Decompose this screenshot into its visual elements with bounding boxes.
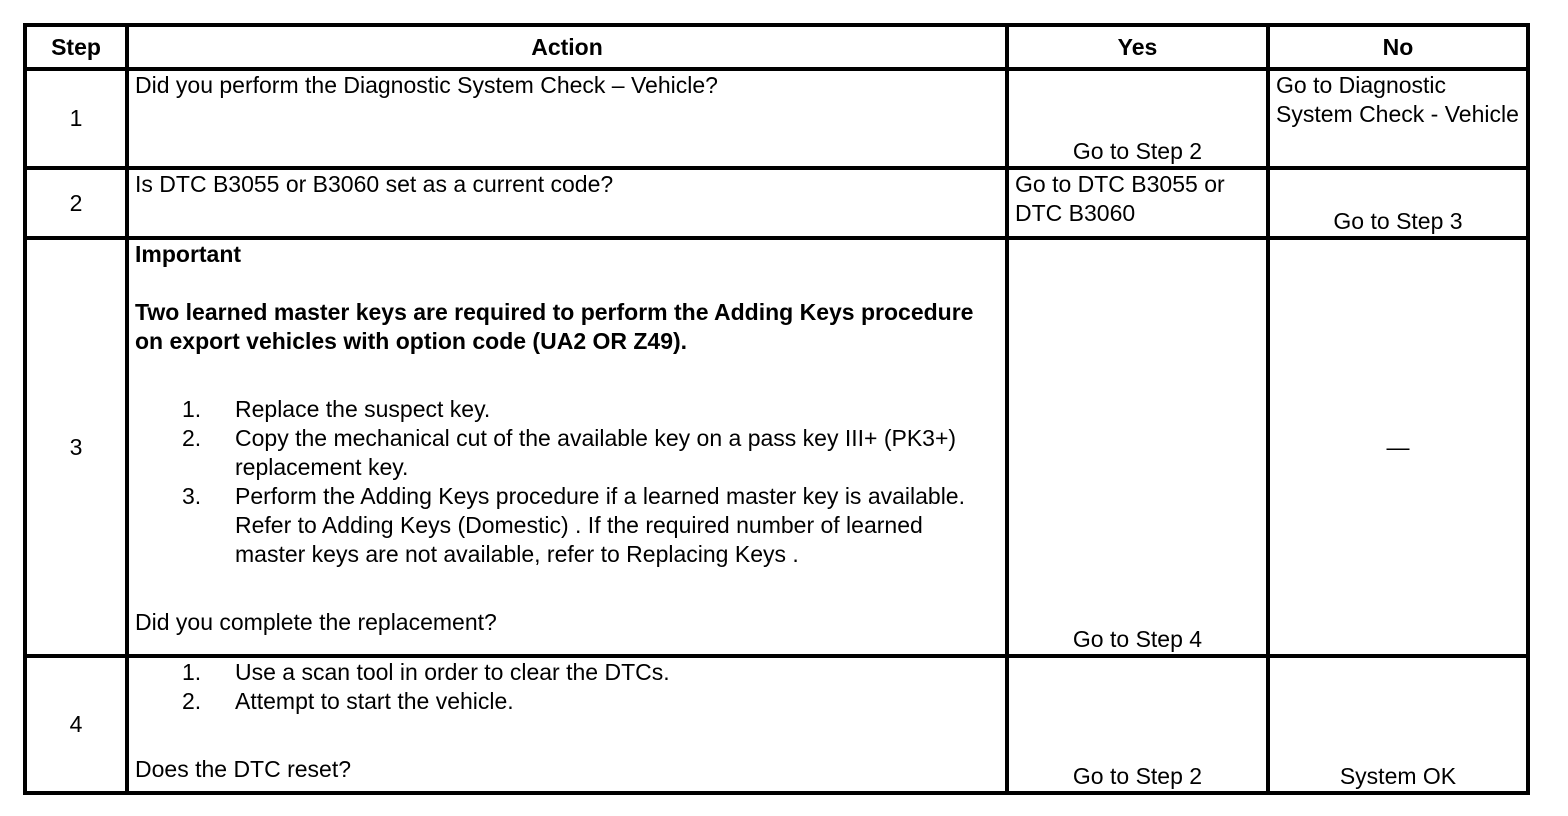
list-item-text: Use a scan tool in order to clear the DTCs. — [235, 659, 670, 685]
action-cell — [127, 238, 1007, 656]
yes-result: Go to Step 2 — [1007, 656, 1268, 793]
diagnostic-table — [23, 23, 1530, 795]
spacer — [135, 716, 999, 755]
action-text: Did you perform the Diagnostic System Check – Vehicle? — [127, 69, 1007, 168]
no-result: Go to Diagnostic System Check - Vehicle — [1268, 69, 1528, 168]
yes-result: Go to DTC B3055 or DTC B3060 — [1007, 168, 1268, 238]
list-item-number: 2. — [182, 688, 202, 714]
header-step: Step — [25, 25, 127, 69]
table-row-step-3 — [25, 238, 1528, 656]
yes-result: Go to Step 4 — [1007, 238, 1268, 656]
action-text: Is DTC B3055 or B3060 set as a current code? — [127, 168, 1007, 238]
header-yes: Yes — [1007, 25, 1268, 69]
list-item-number: 2. — [182, 425, 202, 451]
important-note: Two learned master keys are required to perform the Adding Keys procedure on export vehicles with option code (UA2 OR Z49). — [135, 299, 974, 354]
step-number: 1 — [25, 69, 127, 168]
list-item-text: Perform the Adding Keys procedure if a learned master key is available. Refer to Adding Keys (Domestic) . If the required number of learned master keys are not available, refer to Replacing Keys . — [235, 483, 965, 567]
step-number: 4 — [25, 656, 127, 793]
important-label: Important — [135, 241, 242, 267]
action-cell — [127, 656, 1007, 793]
action-question: Does the DTC reset? — [135, 756, 352, 782]
list-item — [135, 424, 999, 482]
header-no: No — [1268, 25, 1528, 69]
table-row-step-4 — [25, 656, 1528, 793]
no-result: System OK — [1268, 656, 1528, 793]
action-question: Did you complete the replacement? — [135, 609, 497, 635]
procedure-list — [135, 395, 999, 569]
header-row — [25, 25, 1528, 69]
list-item-number: 3. — [182, 483, 202, 509]
no-result: Go to Step 3 — [1268, 168, 1528, 238]
list-item-text: Replace the suspect key. — [235, 396, 491, 422]
spacer — [135, 356, 999, 395]
list-item-number: 1. — [182, 396, 202, 422]
list-item — [135, 395, 999, 424]
table-row-step-2 — [25, 168, 1528, 238]
list-item-text: Attempt to start the vehicle. — [235, 688, 514, 714]
spacer — [135, 569, 999, 608]
yes-result: Go to Step 2 — [1007, 69, 1268, 168]
header-action: Action — [127, 25, 1007, 69]
list-item-number: 1. — [182, 659, 202, 685]
step-number: 2 — [25, 168, 127, 238]
list-item — [135, 687, 999, 716]
procedure-list — [135, 658, 999, 716]
table-row-step-1 — [25, 69, 1528, 168]
list-item-text: Copy the mechanical cut of the available key on a pass key III+ (PK3+) replacement key. — [235, 425, 957, 480]
list-item — [135, 482, 999, 569]
spacer — [135, 269, 999, 298]
step-number: 3 — [25, 238, 127, 656]
no-result: — — [1268, 238, 1528, 656]
list-item — [135, 658, 999, 687]
